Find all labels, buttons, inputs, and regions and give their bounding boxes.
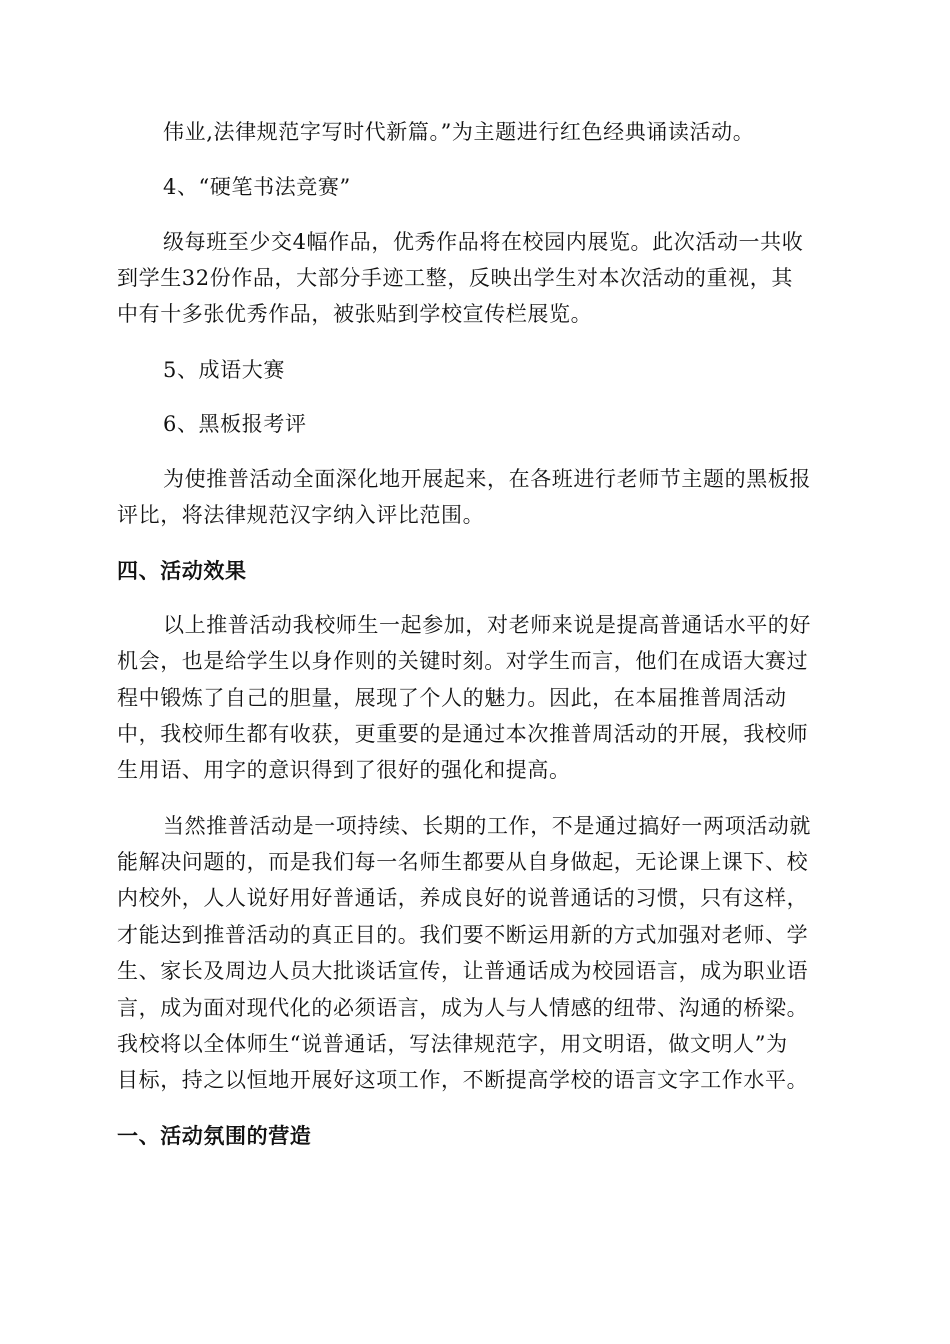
- paragraph-line: 机会，也是给学生以身作则的关键时刻。对学生而言，他们在成语大赛过: [117, 649, 809, 673]
- paragraph-line: 言，成为面对现代化的必须语言，成为人与人情感的纽带、沟通的桥梁。: [117, 996, 809, 1020]
- paragraph-line: 才能达到推普活动的真正目的。我们要不断运用新的方式加强对老师、学: [117, 923, 809, 947]
- paragraph-line: 伟业,法律规范字写时代新篇。”为主题进行红色经典诵读活动。: [163, 120, 755, 144]
- paragraph-line: 到学生32份作品，大部分手迹工整，反映出学生对本次活动的重视，其: [117, 266, 793, 290]
- paragraph-line: 中有十多张优秀作品，被张贴到学校宣传栏展览。: [117, 302, 593, 326]
- paragraph-line: 能解决问题的，而是我们每一名师生都要从自身做起，无论课上课下、校: [117, 850, 809, 874]
- paragraph-line: 内校外，人人说好用好普通话，养成良好的说普通话的习惯，只有这样，: [117, 886, 809, 910]
- section-heading: 四、活动效果: [117, 559, 247, 583]
- paragraph-line: 为使推普活动全面深化地开展起来，在各班进行老师节主题的黑板报: [163, 467, 811, 491]
- list-item-heading: 4、“硬笔书法竞赛”: [163, 175, 351, 199]
- section-heading: 一、活动氛围的营造: [117, 1124, 312, 1148]
- paragraph-line: 以上推普活动我校师生一起参加，对老师来说是提高普通话水平的好: [163, 613, 811, 637]
- paragraph-line: 评比，将法律规范汉字纳入评比范围。: [117, 503, 485, 527]
- paragraph-line: 生、家长及周边人员大批谈话宣传，让普通话成为校园语言，成为职业语: [117, 959, 809, 983]
- paragraph-line: 我校将以全体师生“说普通话，写法律规范字，用文明语，做文明人”为: [117, 1032, 788, 1056]
- paragraph-line: 级每班至少交4幅作品，优秀作品将在校园内展览。此次活动一共收: [163, 230, 804, 254]
- paragraph-line: 目标，持之以恒地开展好这项工作，不断提高学校的语言文字工作水平。: [117, 1068, 809, 1092]
- list-item-heading: 5、成语大赛: [163, 358, 285, 382]
- list-item-heading: 6、黑板报考评: [163, 412, 307, 436]
- paragraph-line: 生用语、用字的意识得到了很好的强化和提高。: [117, 758, 571, 782]
- paragraph-line: 中，我校师生都有收获，更重要的是通过本次推普周活动的开展，我校师: [117, 722, 809, 746]
- paragraph-line: 程中锻炼了自己的胆量，展现了个人的魅力。因此，在本届推普周活动: [117, 686, 787, 710]
- paragraph-line: 当然推普活动是一项持续、长期的工作，不是通过搞好一两项活动就: [163, 814, 811, 838]
